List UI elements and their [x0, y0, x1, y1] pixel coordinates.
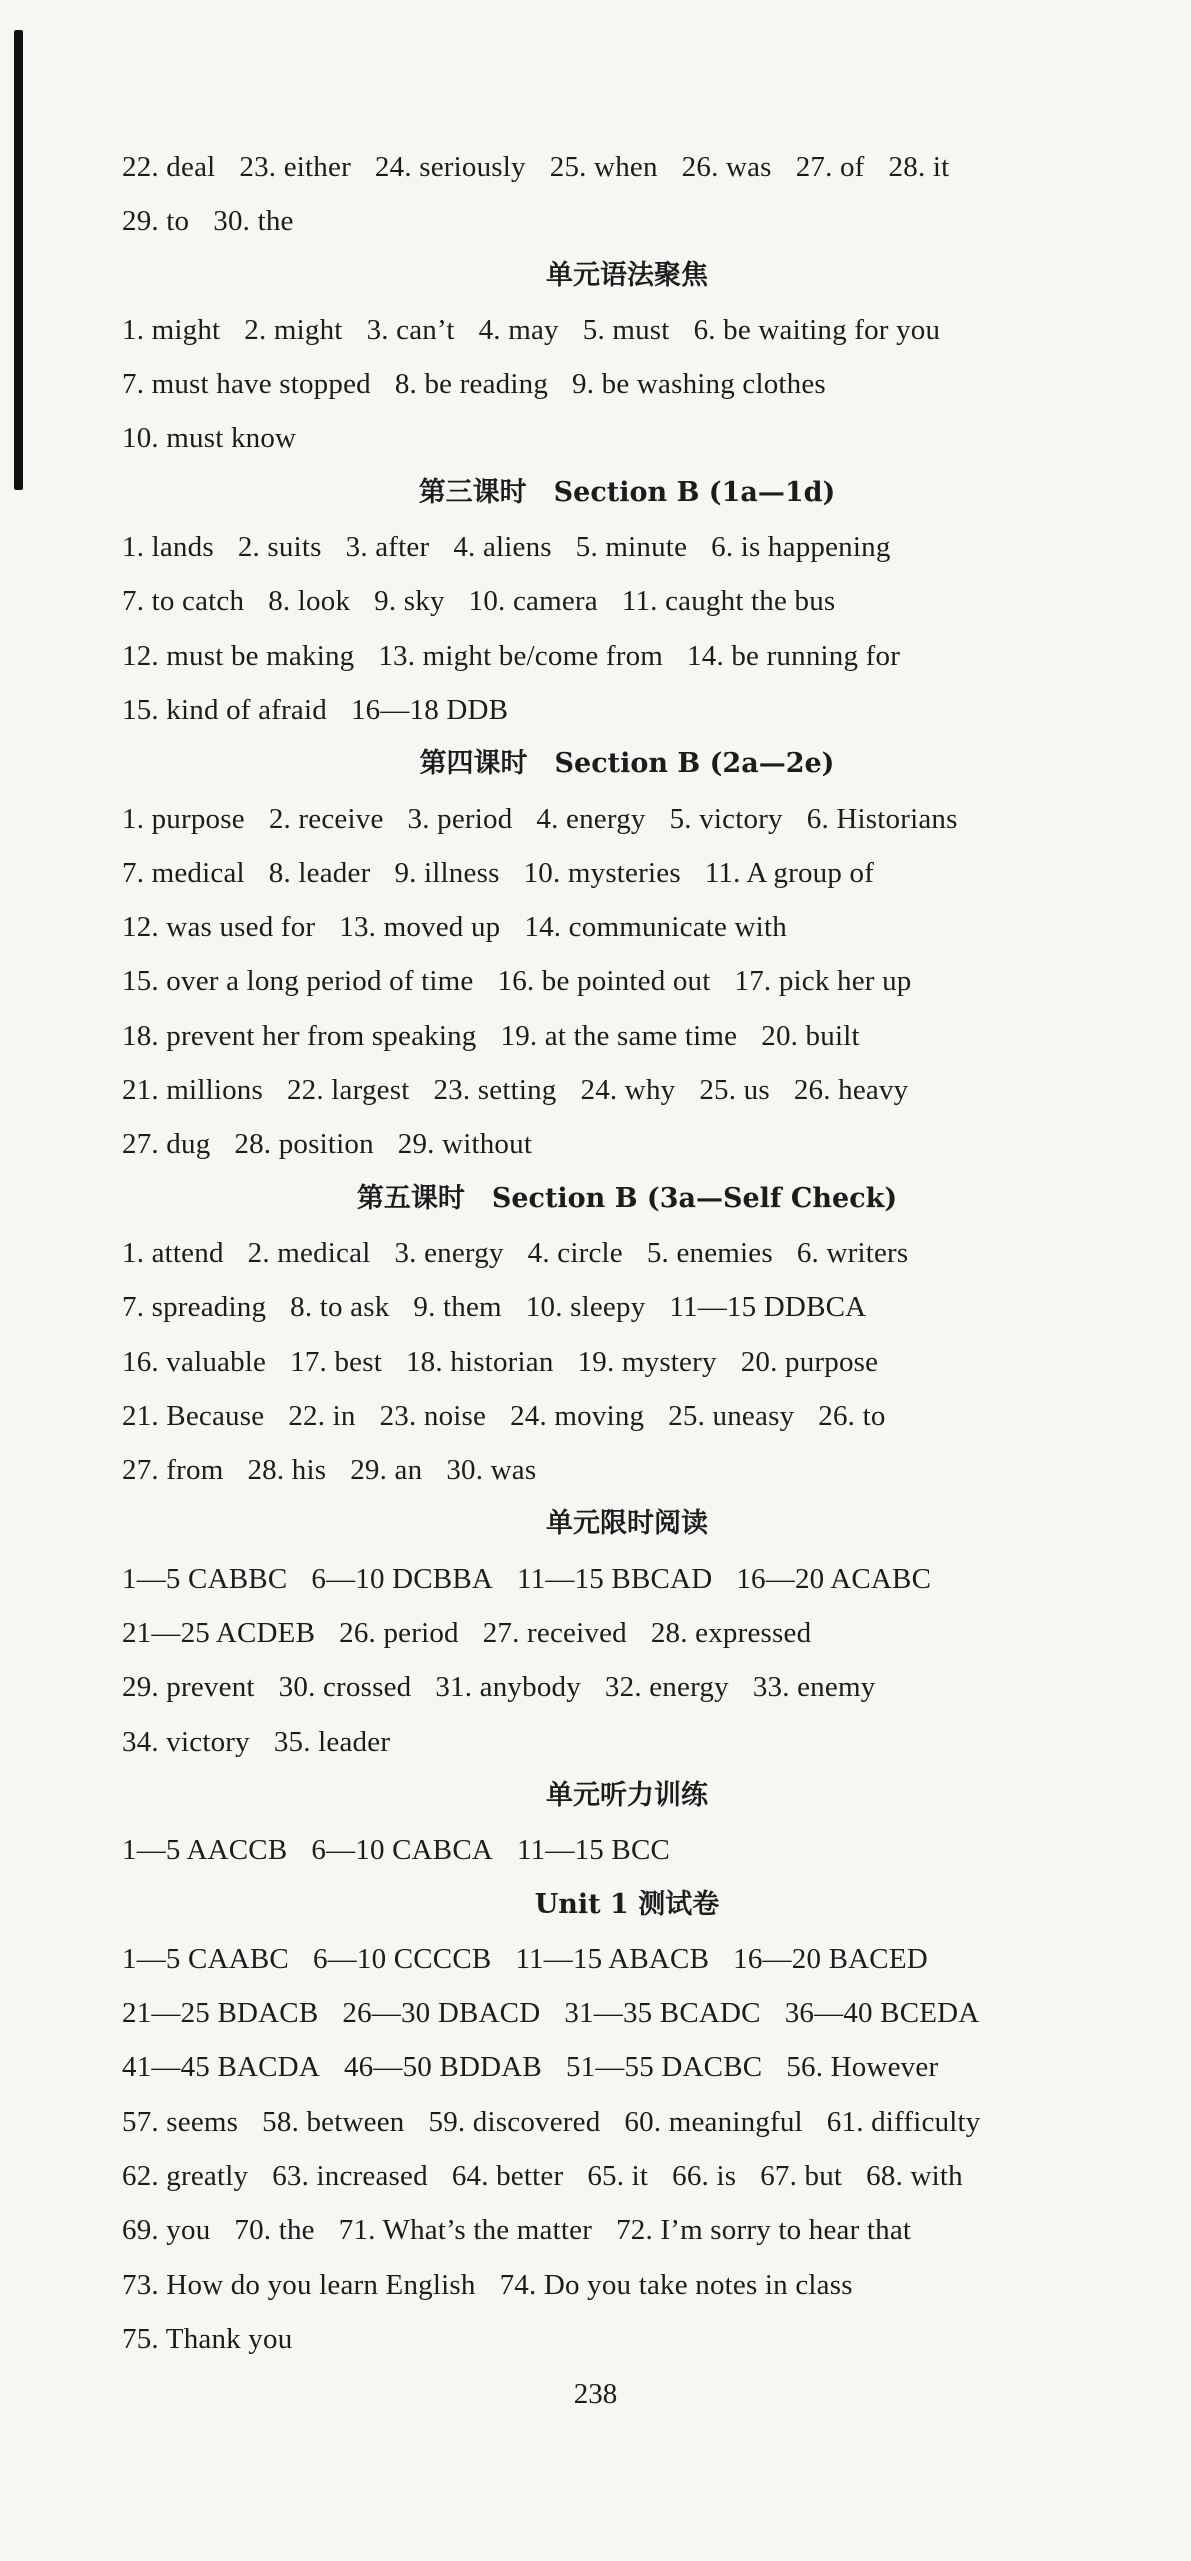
answer-line	[122, 683, 1132, 737]
answer-item: 12. was used for	[122, 911, 316, 944]
answer-line	[122, 1823, 1132, 1877]
answer-item: 26. was	[681, 151, 772, 183]
answer-line	[122, 1009, 1132, 1063]
answer-line	[122, 1443, 1132, 1497]
answer-item: 17. best	[290, 1345, 382, 1378]
answer-item: 26. heavy	[793, 1074, 909, 1107]
answer-item: 71. What’s the matter	[338, 2214, 593, 2247]
answer-item: 51—55 DACBC	[565, 2051, 763, 2084]
answer-line	[122, 194, 1132, 248]
answer-line	[122, 2095, 1132, 2149]
answer-item: 1—5 CABBC	[122, 1562, 288, 1595]
answer-item: 28. expressed	[650, 1617, 812, 1650]
answer-item: 8. look	[268, 585, 351, 618]
answer-item: 22. in	[288, 1399, 356, 1432]
answer-item: 8. to ask	[290, 1291, 390, 1324]
answer-item: 16—20 ACABC	[736, 1562, 932, 1595]
answer-item: 30. was	[446, 1454, 537, 1487]
answer-item: 31—35 BCADC	[564, 1997, 761, 2030]
answer-item: 18. historian	[405, 1345, 554, 1378]
answer-item: 21—25 ACDEB	[122, 1617, 316, 1650]
answer-item: 59. discovered	[428, 2105, 601, 2138]
answer-item: 28. his	[247, 1454, 327, 1487]
answer-item: 74. Do you take notes in class	[499, 2268, 853, 2301]
answer-item: 20. built	[761, 1019, 860, 1052]
answer-item: 5. must	[582, 313, 670, 346]
answer-item: 60. meaningful	[624, 2105, 803, 2138]
answer-item: 28. it	[888, 151, 950, 183]
answer-line	[122, 1117, 1132, 1171]
answer-item: 46—50 BDDAB	[343, 2051, 542, 2084]
section-heading: 单元语法聚焦	[546, 259, 708, 291]
answer-item: 1. purpose	[122, 802, 245, 835]
answer-item: 70. the	[234, 2214, 315, 2247]
answer-item: 4. energy	[536, 802, 646, 835]
answer-item: 15. over a long period of time	[122, 965, 474, 998]
answer-line	[122, 2258, 1132, 2312]
section-heading: Unit 1 测试卷	[534, 1888, 720, 1920]
answer-item: 29. without	[397, 1128, 533, 1161]
answer-item: 5. minute	[575, 531, 688, 564]
answer-line	[122, 2312, 1132, 2366]
answer-item: 18. prevent her from speaking	[122, 1019, 477, 1052]
answer-item: 25. when	[549, 151, 658, 183]
answer-item: 57. seems	[122, 2105, 239, 2138]
answer-item: 21. millions	[122, 1074, 263, 1107]
answer-item: 26—30 DBACD	[342, 1997, 541, 2030]
answer-line	[122, 1986, 1132, 2040]
answer-line	[122, 954, 1132, 1008]
answer-item: 9. be washing clothes	[572, 368, 826, 401]
answer-item: 23. setting	[433, 1074, 557, 1107]
answer-line	[122, 411, 1132, 465]
answer-item: 14. communicate with	[524, 911, 787, 944]
answer-item: 17. pick her up	[734, 965, 912, 998]
answer-item: 2. might	[244, 313, 343, 346]
answer-item: 5. enemies	[646, 1236, 773, 1269]
answer-item: 29. to	[122, 205, 190, 238]
section-heading: 第四课时 Section B (2a—2e)	[419, 748, 835, 780]
answer-item: 6. is happening	[711, 531, 891, 564]
section-heading: 第五课时 Section B (3a—Self Check)	[356, 1182, 898, 1214]
answer-item: 26. period	[339, 1617, 459, 1650]
answer-item: 8. leader	[268, 856, 371, 889]
binding-edge	[14, 30, 23, 490]
answer-item: 9. sky	[374, 585, 445, 618]
answer-item: 12. must be making	[122, 639, 355, 672]
answer-line	[122, 2040, 1132, 2094]
answer-line	[122, 1280, 1132, 1334]
answer-item: 20. purpose	[740, 1345, 879, 1378]
answer-item: 14. be running for	[687, 639, 901, 672]
answer-line	[122, 1715, 1132, 1769]
answer-item: 6. writers	[796, 1236, 909, 1269]
answer-item: 7. to catch	[122, 585, 245, 618]
answer-item: 5. victory	[669, 802, 783, 835]
answer-item: 27. from	[122, 1454, 224, 1487]
answer-item: 6—10 DCBBA	[311, 1562, 494, 1595]
answer-item: 10. mysteries	[523, 856, 681, 889]
answer-item: 30. crossed	[278, 1671, 412, 1704]
answer-line	[122, 140, 1132, 194]
answer-item: 7. must have stopped	[122, 368, 371, 401]
answer-item: 10. sleepy	[525, 1291, 646, 1324]
answer-item: 24. why	[580, 1074, 676, 1107]
answer-item: 36—40 BCEDA	[784, 1997, 980, 2030]
answer-item: 3. after	[345, 531, 430, 564]
answer-item: 29. an	[350, 1454, 423, 1487]
answer-item: 24. seriously	[374, 151, 526, 183]
answer-item: 9. illness	[394, 856, 500, 889]
answer-line	[122, 846, 1132, 900]
answer-line	[122, 792, 1132, 846]
section-heading: 单元限时阅读	[546, 1508, 708, 1540]
answer-line	[122, 1932, 1132, 1986]
answer-item: 1. might	[122, 313, 221, 346]
answer-item: 66. is	[672, 2159, 737, 2192]
answer-item: 3. period	[407, 802, 513, 835]
answer-item: 25. us	[699, 1074, 770, 1107]
answer-item: 65. it	[587, 2159, 649, 2192]
answer-item: 64. better	[451, 2159, 564, 2192]
answer-item: 32. energy	[604, 1671, 729, 1704]
answer-line	[122, 2203, 1132, 2257]
answer-item: 11—15 BCC	[517, 1834, 671, 1867]
answer-line	[122, 303, 1132, 357]
answer-item: 11—15 ABACB	[515, 1942, 710, 1975]
answer-item: 10. camera	[468, 585, 598, 618]
answer-item: 63. increased	[272, 2159, 428, 2192]
answer-line	[122, 1226, 1132, 1280]
answer-item: 16—20 BACED	[733, 1942, 928, 1975]
answer-item: 27. dug	[122, 1128, 211, 1161]
answer-item: 25. uneasy	[668, 1399, 795, 1432]
answer-item: 13. might be/come from	[378, 639, 664, 672]
answer-item: 7. spreading	[122, 1291, 267, 1324]
answer-item: 1. attend	[122, 1236, 224, 1269]
answer-line	[122, 1389, 1132, 1443]
answer-item: 75. Thank you	[122, 2322, 293, 2355]
answer-item: 2. receive	[268, 802, 384, 835]
answer-item: 56. However	[786, 2051, 939, 2084]
page-number: 238	[573, 2378, 618, 2410]
answer-item: 16—18 DDB	[350, 693, 509, 726]
answer-item: 16. be pointed out	[497, 965, 711, 998]
answer-item: 3. energy	[394, 1236, 504, 1269]
answer-item: 27. received	[482, 1617, 627, 1650]
answer-item: 58. between	[262, 2105, 405, 2138]
answer-line	[122, 1660, 1132, 1714]
answer-item: 6—10 CCCCB	[312, 1942, 492, 1975]
answer-item: 8. be reading	[394, 368, 549, 401]
answer-key	[122, 140, 1132, 2366]
answer-item: 2. medical	[247, 1236, 371, 1269]
answer-item: 1—5 CAABC	[122, 1942, 289, 1975]
answer-line	[122, 574, 1132, 628]
section-heading: 第三课时 Section B (1a—1d)	[418, 476, 836, 508]
answer-item: 73. How do you learn English	[122, 2268, 476, 2301]
answer-line	[122, 629, 1132, 683]
answer-item: 11. caught the bus	[621, 585, 836, 618]
answer-item: 11—15 BBCAD	[517, 1562, 713, 1595]
answer-item: 2. suits	[237, 531, 322, 564]
answer-item: 21. Because	[122, 1399, 265, 1432]
answer-item: 23. noise	[379, 1399, 487, 1432]
answer-item: 72. I’m sorry to hear that	[616, 2214, 912, 2247]
answer-item: 4. circle	[527, 1236, 623, 1269]
answer-item: 19. at the same time	[500, 1019, 738, 1052]
answer-item: 69. you	[122, 2214, 211, 2247]
answer-item: 41—45 BACDA	[122, 2051, 320, 2084]
answer-item: 34. victory	[122, 1725, 250, 1758]
answer-item: 22. deal	[122, 151, 216, 183]
answer-item: 30. the	[213, 205, 294, 238]
answer-item: 67. but	[760, 2159, 843, 2192]
answer-item: 4. aliens	[453, 531, 552, 564]
answer-item: 68. with	[866, 2159, 963, 2192]
answer-line	[122, 900, 1132, 954]
answer-item: 1. lands	[122, 531, 214, 564]
answer-item: 11. A group of	[704, 856, 875, 889]
answer-item: 21—25 BDACB	[122, 1997, 319, 2030]
answer-item: 6—10 CABCA	[311, 1834, 494, 1867]
answer-item: 61. difficulty	[826, 2105, 981, 2138]
answer-item: 6. Historians	[806, 802, 958, 835]
answer-item: 10. must know	[122, 422, 297, 455]
answer-item: 33. enemy	[752, 1671, 876, 1704]
answer-line	[122, 1063, 1132, 1117]
answer-item: 35. leader	[273, 1725, 391, 1758]
answer-item: 9. them	[413, 1291, 502, 1324]
answer-item: 28. position	[234, 1128, 374, 1161]
answer-item: 4. may	[478, 313, 559, 346]
answer-item: 1—5 AACCB	[122, 1834, 288, 1867]
answer-item: 27. of	[795, 151, 865, 183]
answer-item: 16. valuable	[122, 1345, 267, 1378]
section-heading: 单元听力训练	[546, 1779, 708, 1811]
answer-line	[122, 357, 1132, 411]
answer-item: 3. can’t	[366, 313, 455, 346]
answer-item: 11—15 DDBCA	[669, 1291, 867, 1324]
answer-item: 15. kind of afraid	[122, 693, 327, 726]
answer-line	[122, 1335, 1132, 1389]
answer-item: 26. to	[818, 1399, 886, 1432]
answer-item: 31. anybody	[435, 1671, 581, 1704]
answer-line	[122, 1552, 1132, 1606]
answer-line	[122, 520, 1132, 574]
answer-item: 29. prevent	[122, 1671, 255, 1704]
answer-item: 23. either	[239, 151, 351, 183]
answer-line	[122, 1606, 1132, 1660]
answer-item: 19. mystery	[577, 1345, 717, 1378]
answer-item: 13. moved up	[339, 911, 501, 944]
answer-item: 7. medical	[122, 856, 245, 889]
answer-item: 62. greatly	[122, 2159, 249, 2192]
answer-item: 6. be waiting for you	[693, 313, 941, 346]
answer-line	[122, 2149, 1132, 2203]
answer-item: 22. largest	[286, 1074, 410, 1107]
answer-item: 24. moving	[510, 1399, 645, 1432]
